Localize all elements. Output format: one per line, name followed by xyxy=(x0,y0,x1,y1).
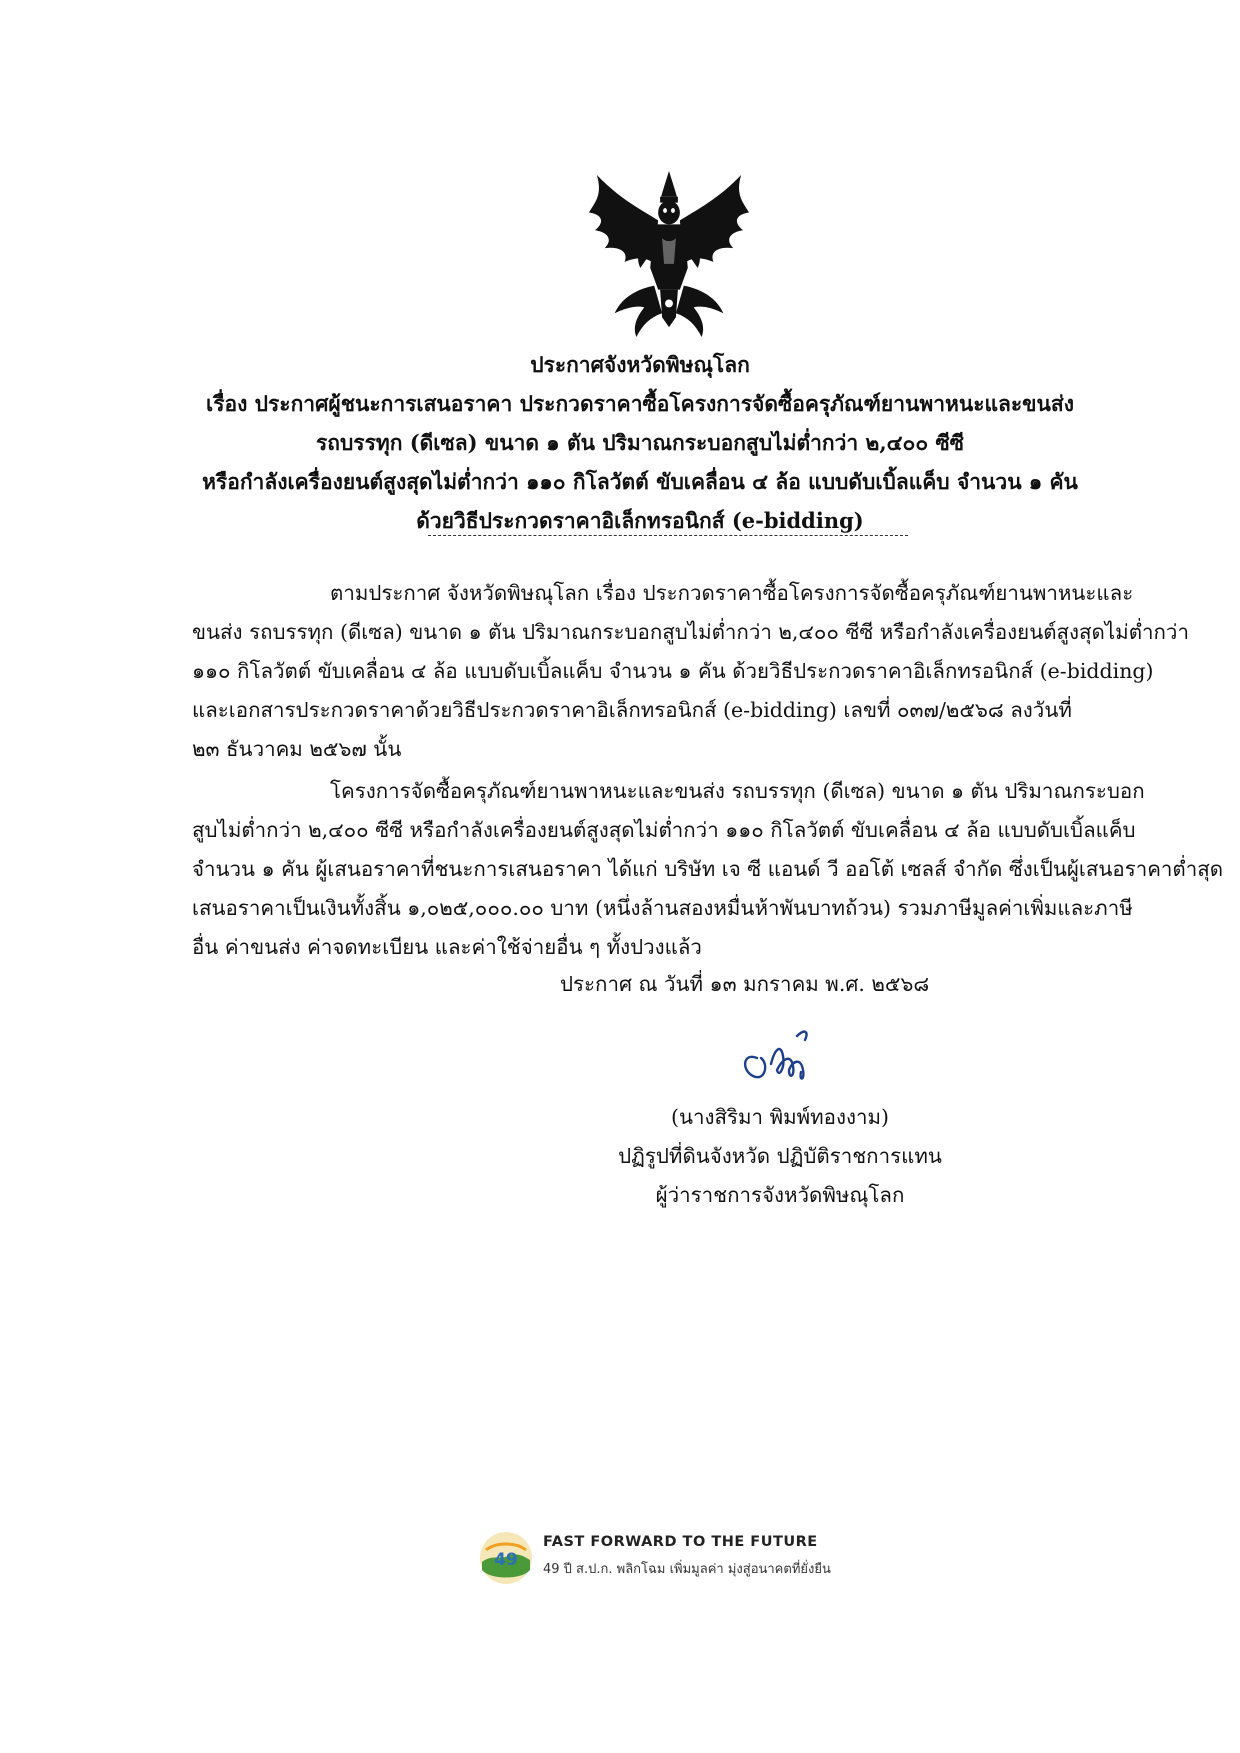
signer-name: (นางสิริมา พิมพ์ทองงาม) xyxy=(670,1105,889,1129)
signer-position: ปฏิรูปที่ดินจังหวัด ปฏิบัติราชการแทน xyxy=(618,1144,942,1168)
subject-line-3: หรือกำลังเครื่องยนต์สูงสุดไม่ต่ำกว่า ๑๑๐ กิโลวัตต์ ขับเคลื่อน ๔ ล้อ แบบดับเบิ้ลแค็บ จำนวน ๑ คัน xyxy=(202,469,1078,494)
garuda-emblem xyxy=(585,168,753,340)
footer-branding xyxy=(478,1530,898,1590)
signer-on-behalf: ผู้ว่าราชการจังหวัดพิษณุโลก xyxy=(655,1183,905,1207)
paragraph-reference xyxy=(192,574,1189,769)
subject-line-1: เรื่อง ประกาศผู้ชนะการเสนอราคา ประกวดราคาซื้อโครงการจัดซื้อครุภัณฑ์ยานพาหนะและขนส่ง xyxy=(206,391,1074,416)
subject-line-4: ด้วยวิธีประกวดราคาอิเล็กทรอนิกส์ (e-bidding) xyxy=(416,508,864,533)
paragraph-line: อื่น ค่าขนส่ง ค่าจดทะเบียน และค่าใช้จ่ายอื่น ๆ ทั้งปวงแล้ว xyxy=(192,935,702,959)
footer-title: FAST FORWARD TO THE FUTURE xyxy=(543,1534,818,1550)
subject-line-2: รถบรรทุก (ดีเซล) ขนาด ๑ ตัน ปริมาณกระบอกสูบไม่ต่ำกว่า ๒,๔๐๐ ซีซี xyxy=(315,430,965,455)
signer-block xyxy=(600,1098,960,1215)
paragraph-line: ๒๓ ธันวาคม ๒๕๖๗ นั้น xyxy=(192,737,402,761)
paragraph-line: จำนวน ๑ คัน ผู้เสนอราคาที่ชนะการเสนอราคา ได้แก่ บริษัท เจ ซี แอนด์ วี ออโต้ เซลส์ จำกัด ซึ่งเป็นผู้เสนอราคาต่ำสุด xyxy=(192,857,1224,881)
footer-subtitle: 49 ปี ส.ป.ก. พลิกโฉม เพิ่มมูลค่า มุ่งสู่อนาคตที่ยั่งยืน xyxy=(543,1562,831,1577)
document-header xyxy=(180,345,1100,540)
paragraph-line: ขนส่ง รถบรรทุก (ดีเซล) ขนาด ๑ ตัน ปริมาณกระบอกสูบไม่ต่ำกว่า ๒,๔๐๐ ซีซี หรือกำลังเครื่องยนต์สูงสุดไม่ต่ำกว่า xyxy=(192,620,1189,644)
paragraph-line: โครงการจัดซื้อครุภัณฑ์ยานพาหนะและขนส่ง รถบรรทุก (ดีเซล) ขนาด ๑ ตัน ปริมาณกระบอก xyxy=(330,779,1145,803)
document-title: ประกาศจังหวัดพิษณุโลก xyxy=(530,352,750,377)
header-divider xyxy=(428,535,908,536)
paragraph-line: ตามประกาศ จังหวัดพิษณุโลก เรื่อง ประกวดราคาซื้อโครงการจัดซื้อครุภัณฑ์ยานพาหนะและ xyxy=(330,581,1134,605)
svg-text:49: 49 xyxy=(494,1550,518,1570)
announce-date: ประกาศ ณ วันที่ ๑๓ มกราคม พ.ศ. ๒๕๖๘ xyxy=(560,972,930,996)
paragraph-line: ๑๑๐ กิโลวัตต์ ขับเคลื่อน ๔ ล้อ แบบดับเบิ้ลแค็บ จำนวน ๑ คัน ด้วยวิธีประกวดราคาอิเล็กทรอนิกส์ (e-bidding) xyxy=(192,659,1154,683)
handwritten-signature xyxy=(735,1018,835,1088)
paragraph-line: สูบไม่ต่ำกว่า ๒,๔๐๐ ซีซี หรือกำลังเครื่องยนต์สูงสุดไม่ต่ำกว่า ๑๑๐ กิโลวัตต์ ขับเคลื่อน ๔ ล้อ แบบดับเบิ้ลแค็บ xyxy=(192,818,1136,842)
paragraph-line: เสนอราคาเป็นเงินทั้งสิ้น ๑,๐๒๕,๐๐๐.๐๐ บาท (หนึ่งล้านสองหมื่นห้าพันบาทถ้วน) รวมภาษีมูลค่าเพิ่มและภาษี xyxy=(192,896,1133,920)
paragraph-line: และเอกสารประกวดราคาด้วยวิธีประกวดราคาอิเล็กทรอนิกส์ (e-bidding) เลขที่ ๐๓๗/๒๕๖๘ ลงวันที่ xyxy=(192,698,1072,722)
paragraph-winner xyxy=(192,772,1224,967)
anniversary-logo-icon xyxy=(478,1530,534,1586)
